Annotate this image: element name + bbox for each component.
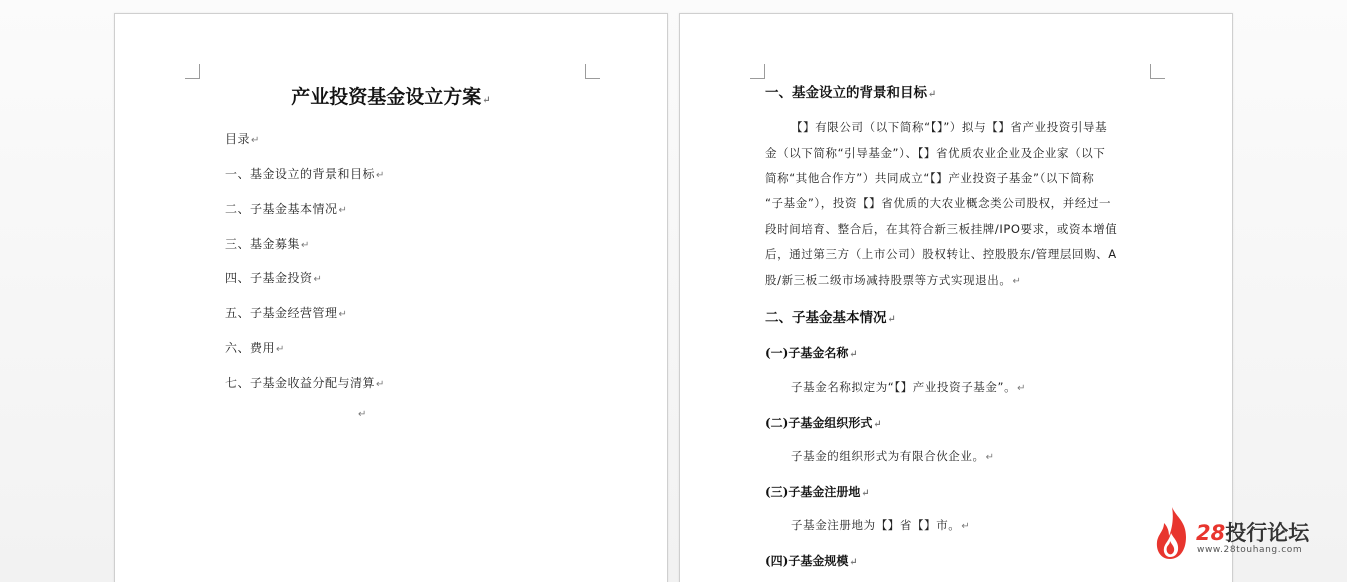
- toc-item: 一、基金设立的背景和目标↵: [225, 167, 385, 181]
- paragraph-line: 段时间培育、整合后，在其符合新三板挂牌/IPO要求，或资本增值: [765, 222, 1118, 236]
- toc-heading: 目录↵: [225, 132, 260, 146]
- toc-item: 三、基金募集↵: [225, 237, 310, 251]
- paragraph-line: 股/新三板二级市场减持股票等方式实现退出。↵: [765, 273, 1022, 287]
- crop-mark-top-right: [585, 64, 600, 79]
- watermark-title: 28投行论坛: [1196, 521, 1310, 545]
- section-heading: 一、基金设立的背景和目标↵: [765, 85, 937, 101]
- paragraph-line: 后，通过第三方（上市公司）股权转让、控股股东/管理层回购、A: [765, 247, 1117, 261]
- paragraph-line: 简称“其他合作方”）共同成立“【】产业投资子基金”（以下简称: [765, 171, 1095, 185]
- paragraph-line: 子基金名称拟定为“【】产业投资子基金”。↵: [791, 380, 1027, 394]
- toc-item: 四、子基金投资↵: [225, 271, 323, 285]
- crop-mark-top-left: [750, 64, 765, 79]
- paragraph-line: 子基金注册地为【】省【】市。↵: [791, 518, 971, 532]
- document-page-2: [679, 13, 1233, 582]
- paragraph-line: “子基金”），投资【】省优质的大农业概念类公司股权，并经过一: [765, 196, 1112, 210]
- subsection-heading: (一)子基金名称↵: [765, 346, 858, 360]
- document-page-1: [114, 13, 668, 582]
- paragraph-line: 子基金的组织形式为有限合伙企业。↵: [791, 449, 995, 463]
- document-title: 产业投资基金设立方案↵: [291, 86, 491, 108]
- toc-item: 七、子基金收益分配与清算↵: [225, 376, 385, 390]
- section-heading: 二、子基金基本情况↵: [765, 310, 896, 326]
- toc-item: 二、子基金基本情况↵: [225, 202, 348, 216]
- toc-item: 六、费用↵: [225, 341, 285, 355]
- crop-mark-top-left: [185, 64, 200, 79]
- toc-item: 五、子基金经营管理↵: [225, 306, 348, 320]
- subsection-heading: (四)子基金规模↵: [765, 554, 858, 568]
- watermark-url: www.28touhang.com: [1197, 545, 1303, 555]
- crop-mark-top-right: [1150, 64, 1165, 79]
- watermark-logo: [1152, 505, 1332, 565]
- paragraph-line: 【】有限公司（以下简称“【】”）拟与【】省产业投资引导基: [791, 120, 1108, 134]
- empty-paragraph: ↵: [358, 409, 367, 420]
- subsection-heading: (三)子基金注册地↵: [765, 485, 870, 499]
- flame-icon: [1152, 505, 1192, 561]
- paragraph-line: 金（以下简称“引导基金”）、【】省优质农业企业及企业家（以下: [765, 146, 1106, 160]
- subsection-heading: (二)子基金组织形式↵: [765, 416, 882, 430]
